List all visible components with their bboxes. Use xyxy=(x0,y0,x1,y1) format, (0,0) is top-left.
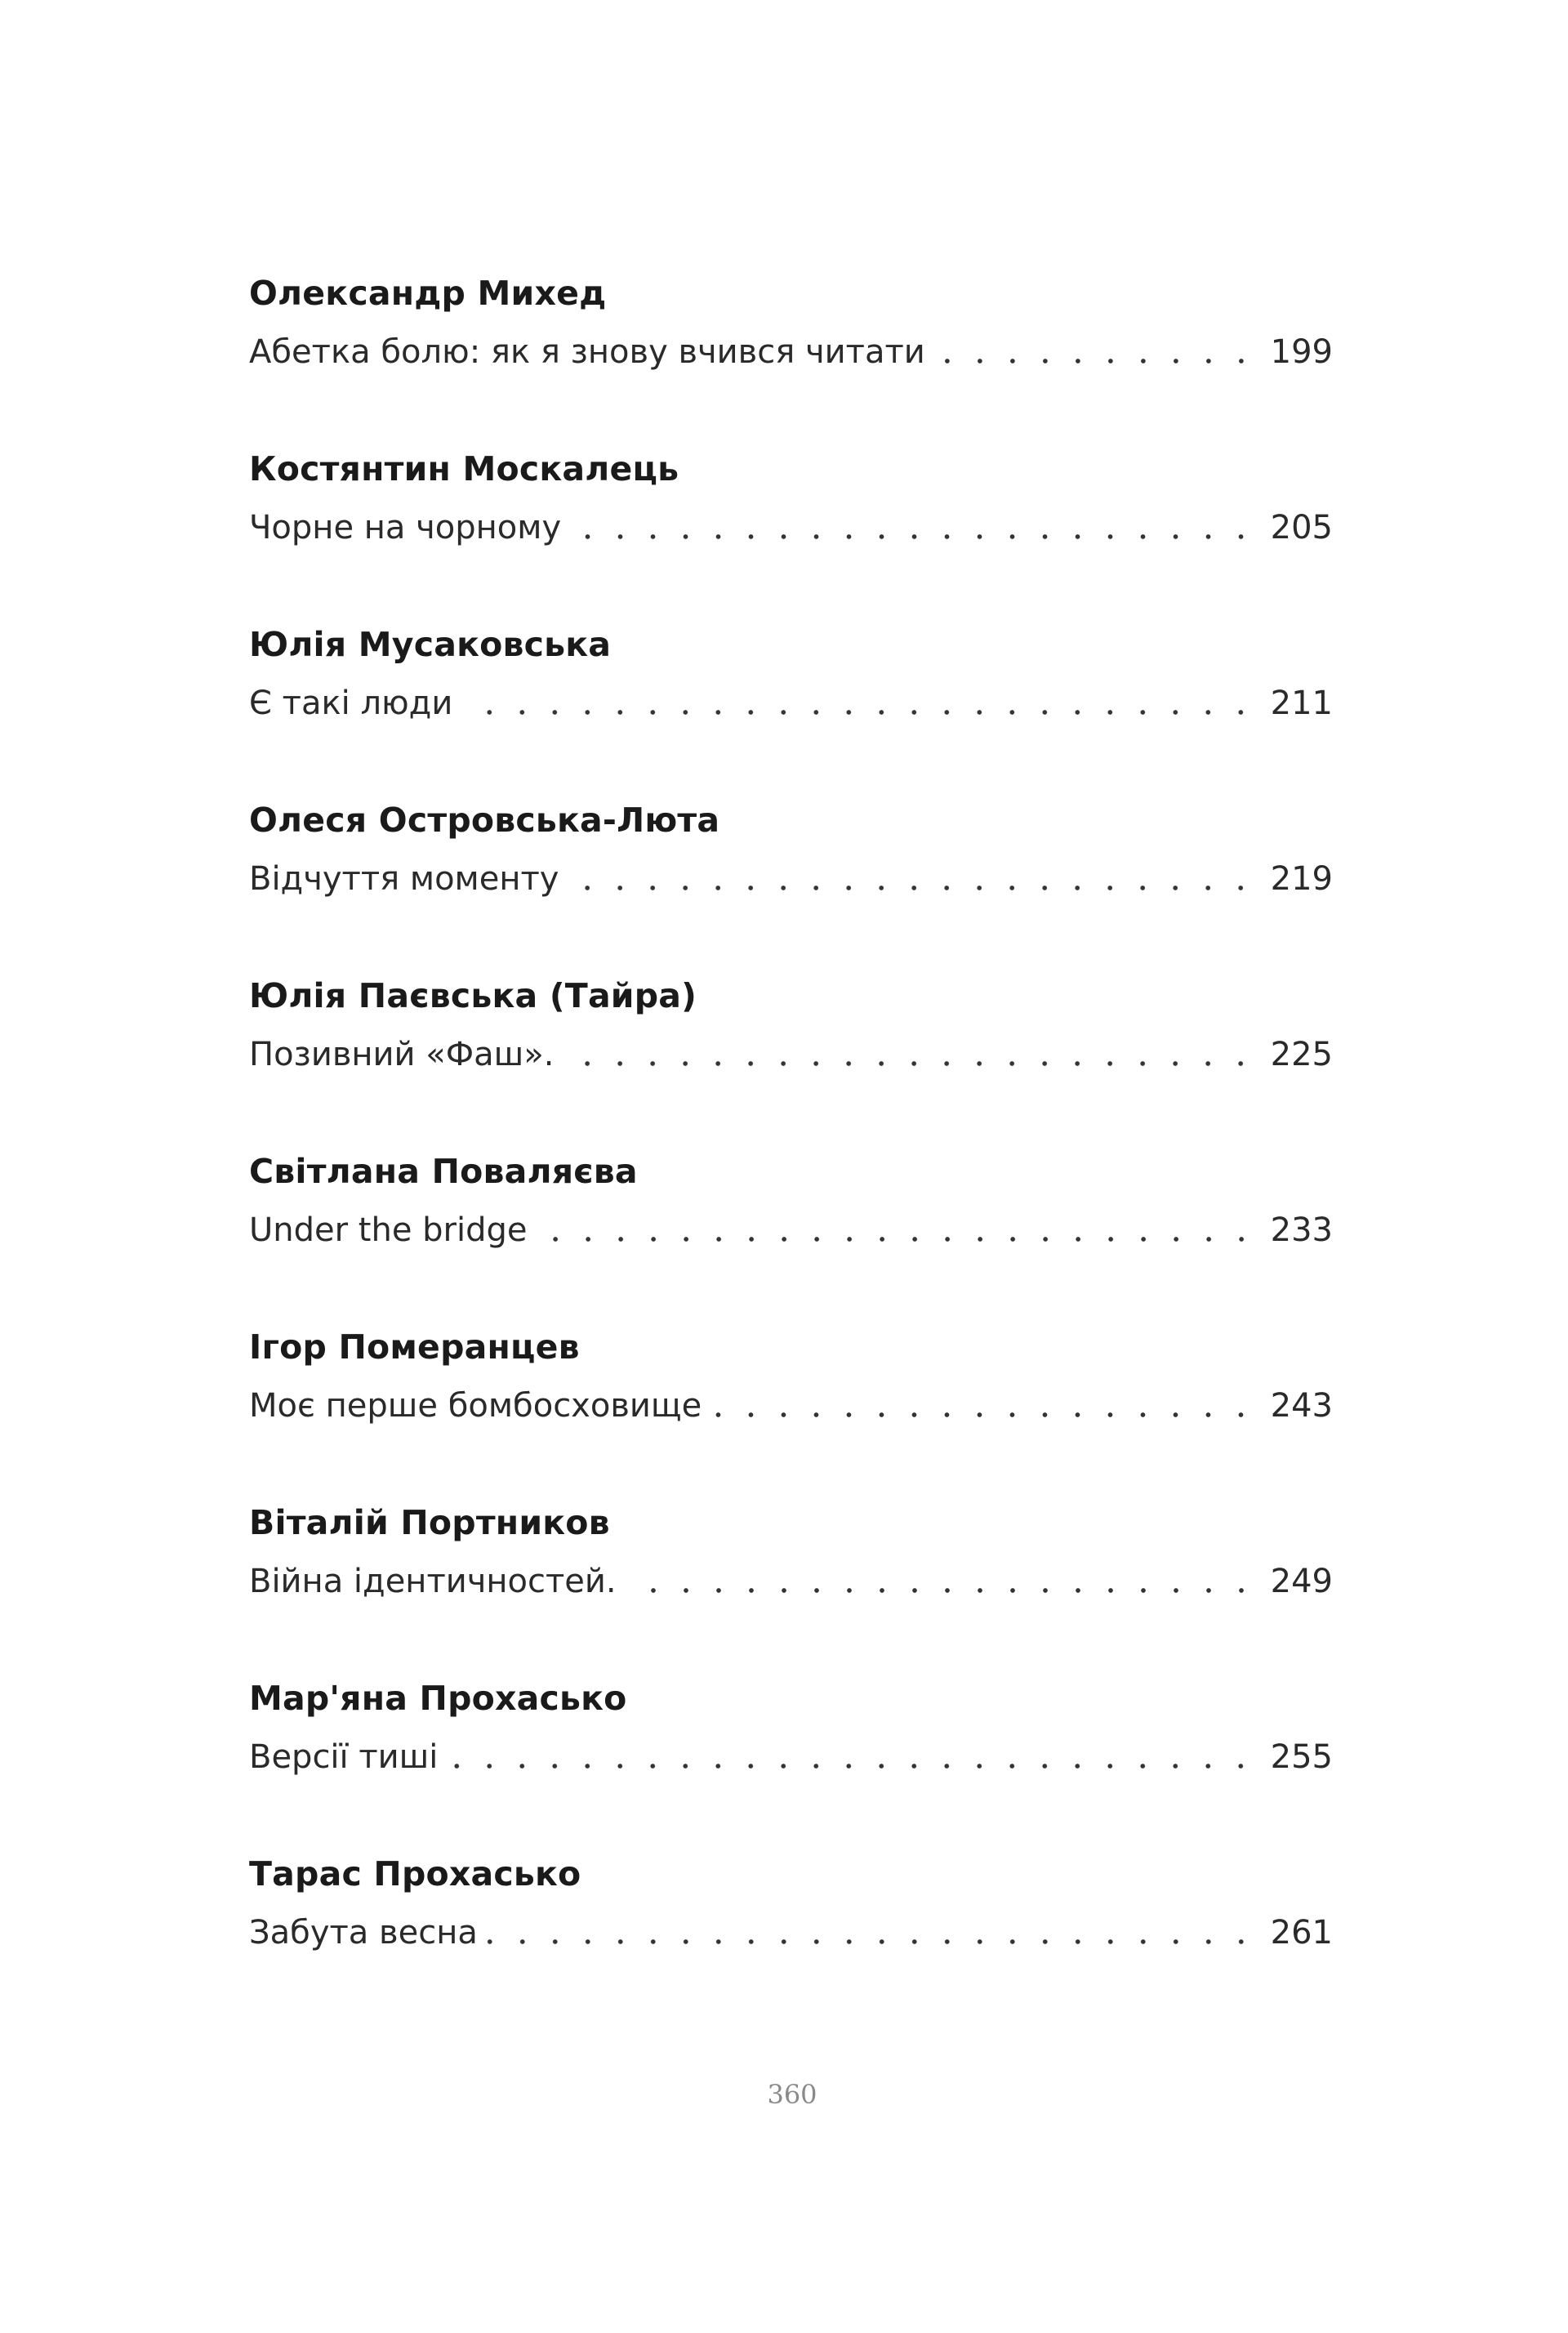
page-reference: 243 xyxy=(1270,1387,1333,1425)
page-reference: 261 xyxy=(1270,1914,1333,1952)
author-name: Тарас Прохасько xyxy=(249,1854,581,1894)
page-reference: 233 xyxy=(1270,1211,1333,1249)
dot-leader xyxy=(486,1916,1258,1949)
folio-page-number: 360 xyxy=(767,2079,817,2110)
dot-leader xyxy=(461,687,1257,720)
essay-title: Абетка болю: як я знову вчився читати xyxy=(249,333,925,371)
essay-title: Моє перше бомбосховище xyxy=(249,1387,702,1425)
dot-leader xyxy=(536,1214,1258,1247)
author-name: Олеся Островська-Люта xyxy=(249,801,720,840)
dot-leader xyxy=(562,1038,1257,1071)
essay-title: Забута весна xyxy=(249,1914,478,1952)
dot-leader xyxy=(446,1741,1257,1773)
essay-title: Версії тиші xyxy=(249,1738,439,1776)
author-name: Юлія Паєвська (Тайра) xyxy=(249,976,697,1015)
page-reference: 249 xyxy=(1270,1563,1333,1600)
toc-line xyxy=(249,504,1333,551)
page-reference: 219 xyxy=(1270,860,1333,898)
table-of-contents xyxy=(249,270,1333,2026)
page-reference: 255 xyxy=(1270,1738,1333,1776)
toc-entry[interactable] xyxy=(249,621,1333,796)
toc-line xyxy=(249,855,1333,903)
toc-line xyxy=(249,1733,1333,1781)
toc-entry[interactable] xyxy=(249,270,1333,445)
dot-leader xyxy=(625,1565,1258,1598)
essay-title: Чорне на чорному xyxy=(249,509,562,546)
toc-line xyxy=(249,1207,1333,1254)
toc-entry[interactable] xyxy=(249,1499,1333,1675)
author-name: Ігор Померанцев xyxy=(249,1327,580,1367)
essay-title: Є такі люди xyxy=(249,685,453,722)
essay-title: Under the bridge xyxy=(249,1211,528,1249)
toc-entry[interactable] xyxy=(249,1323,1333,1499)
toc-entry[interactable] xyxy=(249,1850,1333,2026)
author-name: Мар'яна Прохасько xyxy=(249,1679,627,1718)
page-reference: 211 xyxy=(1270,685,1333,722)
author-name: Олександр Михед xyxy=(249,274,607,313)
page-reference: 199 xyxy=(1270,333,1333,371)
author-name: Світлана Поваляєва xyxy=(249,1152,638,1191)
toc-entry[interactable] xyxy=(249,1148,1333,1323)
dot-leader xyxy=(933,336,1258,368)
dot-leader xyxy=(567,863,1257,895)
essay-title: Війна ідентичностей. xyxy=(249,1563,617,1600)
toc-line xyxy=(249,680,1333,727)
essay-title: Позивний «Фаш». xyxy=(249,1036,555,1073)
page-reference: 225 xyxy=(1270,1036,1333,1073)
toc-entry[interactable] xyxy=(249,1675,1333,1850)
toc-line xyxy=(249,1909,1333,1956)
toc-line xyxy=(249,1558,1333,1605)
toc-entry[interactable] xyxy=(249,445,1333,621)
toc-entry[interactable] xyxy=(249,972,1333,1148)
author-name: Віталій Портников xyxy=(249,1503,610,1542)
author-name: Юлія Мусаковська xyxy=(249,625,612,664)
dot-leader xyxy=(710,1390,1257,1422)
toc-line xyxy=(249,1382,1333,1430)
toc-line xyxy=(249,1031,1333,1078)
toc-entry[interactable] xyxy=(249,796,1333,972)
toc-line xyxy=(249,328,1333,376)
author-name: Костянтин Москалець xyxy=(249,449,679,488)
essay-title: Відчуття моменту xyxy=(249,860,559,898)
dot-leader xyxy=(569,511,1258,544)
page-reference: 205 xyxy=(1270,509,1333,546)
